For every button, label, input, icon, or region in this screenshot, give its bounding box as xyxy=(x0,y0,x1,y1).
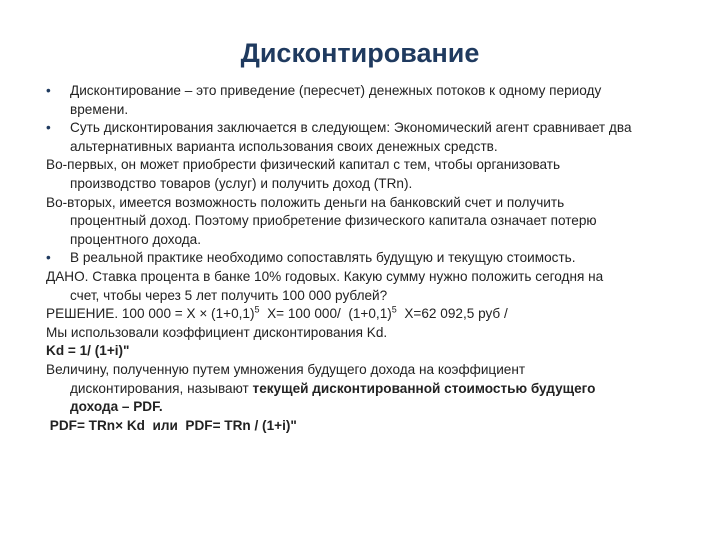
slide-title: Дисконтирование xyxy=(240,38,480,68)
bullet-item-definition xyxy=(46,82,666,101)
solution-part: Х=62 092,5 руб / xyxy=(396,306,508,322)
text-line: Дисконтирование – это приведение (пересчет) денежных потоков к одному периоду xyxy=(70,83,602,98)
bullet-item-essence xyxy=(46,119,666,138)
formula-kd: Kd = 1/ (1+i)" xyxy=(46,343,130,359)
formula-pdf: PDF= TRn× Kd или PDF= TRn / (1+i)" xyxy=(46,417,297,433)
solution-line xyxy=(46,305,666,324)
text-line: времени. xyxy=(70,101,129,117)
text-line: Величину, полученную путем умножения будущего дохода на коэффициент xyxy=(46,361,526,377)
bullet-icon: • xyxy=(46,250,51,266)
text-line: процентного дохода. xyxy=(70,231,201,247)
emphasis-term: текущей дисконтированной стоимостью будущего xyxy=(252,380,596,396)
bullet-icon: • xyxy=(46,83,51,98)
text-line: В реальной практике необходимо сопоставлять будущую и текущую стоимость. xyxy=(70,250,576,266)
text-line: производство товаров (услуг) и получить доход (TRn). xyxy=(70,175,413,191)
text-line: дохода – PDF. xyxy=(70,399,163,415)
exponent: 5 xyxy=(391,304,397,315)
text-line xyxy=(46,380,666,399)
text-line: Мы использовали коэффициент дисконтирования Kd. xyxy=(46,324,388,340)
solution-part: РЕШЕНИЕ. 100 000 = Х × (1+0,1) xyxy=(46,306,255,322)
slide-content xyxy=(46,82,666,435)
text-line: Во-вторых, имеется возможность положить деньги на банковский счет и получить xyxy=(46,194,565,210)
text-line: альтернативных варианта использования своих денежных средств. xyxy=(70,138,498,154)
text-part: дисконтирования, называют xyxy=(70,380,253,396)
text-line: счет, чтобы через 5 лет получить 100 000 рублей? xyxy=(70,287,388,303)
text-line: Суть дисконтирования заключается в следующем: Экономический агент сравнивает два xyxy=(70,120,632,136)
text-line: ДАНО. Ставка процента в банке 10% годовых. Какую сумму нужно положить сегодня на xyxy=(46,268,604,284)
exponent: 5 xyxy=(254,304,260,315)
solution-part: Х= 100 000/ (1+0,1) xyxy=(259,306,392,322)
text-line: Во-первых, он может приобрести физический капитал с тем, чтобы организовать xyxy=(46,157,561,173)
bullet-icon: • xyxy=(46,120,51,136)
bullet-item-practice xyxy=(46,249,666,268)
text-line: процентный доход. Поэтому приобретение физического капитала означает потерю xyxy=(70,213,597,229)
